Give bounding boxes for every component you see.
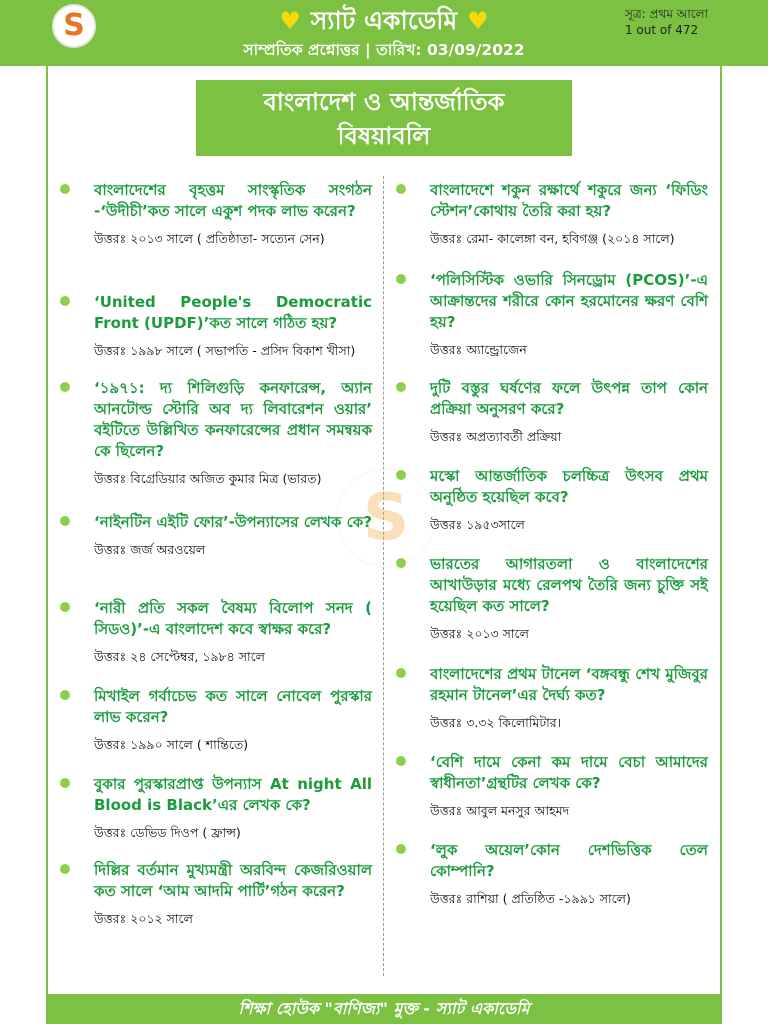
question-text: বুকার পুরস্কারপ্রাপ্ত উপন্যাস At night All Blood is Black’এর লেখক কে? bbox=[94, 775, 372, 814]
bullet-icon bbox=[60, 602, 70, 612]
answer-text: উত্তরঃ ২৪ সেপ্টেম্বর, ১৯৮৪ সালে bbox=[94, 649, 265, 664]
section-title-line1: বাংলাদেশ ও আন্তর্জাতিক bbox=[263, 88, 505, 116]
answer-text: উত্তরঃ জর্জ অরওয়েল bbox=[94, 542, 206, 557]
answer-text: উত্তরঃ আবুল মনসুর আহমদ bbox=[430, 803, 570, 818]
question-text: ‘পলিসিস্টিক ওভারি সিনড্রোম (PCOS)’-এ আক্রান্তদের শরীরে কোন হরমোনের ক্ষরণ বেশি হয়? bbox=[430, 271, 708, 331]
qa-item bbox=[396, 752, 708, 819]
qa-item bbox=[60, 378, 372, 487]
question-text: ‘নাইনটিন এইটি ফোর’-উপন্যাসের লেখক কে? bbox=[94, 513, 372, 531]
source-info bbox=[625, 6, 708, 38]
question-text: বাংলাদেশে শকুন রক্ষার্থে শকুরে জন্য ‘ফিডিং স্টেশন’কোথায় তৈরি করা হয়? bbox=[430, 181, 708, 220]
column-divider bbox=[383, 176, 384, 976]
question-text: মিখাইল গর্বাচেভ কত সালে নোবেল পুরস্কার লাভ করেন? bbox=[94, 687, 372, 726]
question-text: দুটি বস্তুর ঘর্ষণের ফলে উৎপন্ন তাপ কোন প্রক্রিয়া অনুসরণ করে? bbox=[430, 379, 708, 418]
header-bar bbox=[0, 0, 768, 66]
question-text: ‘১৯৭১: দ্য শিলিগুড়ি কনফারেন্স, অ্যান আনটোল্ড স্টোরি অব দ্য লিবারেশন ওয়ার’ বইটিতে উল্লিখিত কনফারেন্সের প্রধান সমন্বয়ক কে ছিলেন? bbox=[94, 379, 372, 460]
question-text: দিল্লির বর্তমান মুখ্যমন্ত্রী অরবিন্দ কেজরিওয়াল কত সালে ‘আম আদমি পার্টি’গঠন করেন? bbox=[94, 861, 372, 900]
section-title-line2: বিষয়াবলি bbox=[337, 122, 431, 150]
page-title: স্যাট একাডেমি bbox=[310, 6, 458, 35]
bullet-icon bbox=[396, 756, 406, 766]
bullet-icon bbox=[396, 668, 406, 678]
qa-item bbox=[60, 512, 372, 558]
question-text: ভারতের আগারতলা ও বাংলাদেশের আখাউড়ার মধ্যে রেলপথ তৈরি জন্য চুক্তি সই হয়েছিল কত সালে? bbox=[430, 555, 708, 615]
logo-letter: S bbox=[63, 8, 85, 43]
question-text: ‘লুক অয়েল’কোন দেশভিত্তিক তেল কোম্পানি? bbox=[430, 841, 708, 880]
qa-item bbox=[60, 860, 372, 927]
answer-text: উত্তরঃ ২০১৩ সালে bbox=[430, 626, 529, 641]
question-text: বাংলাদেশের প্রথম টানেল ‘বঙ্গবন্ধু শেখ মুজিবুর রহমান টানেল’এর দৈর্ঘ্য কত? bbox=[430, 665, 708, 704]
bullet-icon bbox=[60, 382, 70, 392]
answer-text: উত্তরঃ ২০১২ সালে bbox=[94, 911, 193, 926]
qa-item bbox=[396, 180, 708, 247]
bullet-icon bbox=[60, 516, 70, 526]
footer-text: শিক্ষা হোউক "বাণিজ্য" মুক্ত - স্যাট একাডেমি bbox=[238, 999, 530, 1018]
question-text: বাংলাদেশের বৃহত্তম সাংস্কৃতিক সংগঠন -‘উদীচী’কত সালে একুশ পদক লাভ করেন? bbox=[94, 181, 372, 220]
qa-item bbox=[396, 270, 708, 358]
qa-item bbox=[396, 378, 708, 445]
source-label: সূত্র: প্রথম আলো bbox=[624, 7, 708, 21]
bullet-icon bbox=[60, 864, 70, 874]
bullet-icon bbox=[396, 382, 406, 392]
answer-text: উত্তরঃ ১৯৯০ সালে ( শান্তিতে) bbox=[94, 737, 249, 752]
bullet-icon bbox=[60, 296, 70, 306]
bullet-icon bbox=[396, 184, 406, 194]
footer-bar bbox=[46, 994, 722, 1024]
qa-item bbox=[60, 180, 372, 247]
answer-text: উত্তরঃ ১৯৯৮ সালে ( সভাপতি - প্রসিদ বিকাশ খীসা) bbox=[94, 343, 356, 358]
qa-item bbox=[60, 686, 372, 753]
qa-item bbox=[60, 292, 372, 359]
answer-text: উত্তরঃ রাশিয়া ( প্রতিষ্ঠিত -১৯৯১ সালে) bbox=[430, 891, 631, 906]
bullet-icon bbox=[396, 470, 406, 480]
bullet-icon bbox=[60, 778, 70, 788]
question-text: ‘নারী প্রতি সকল বৈষম্য বিলোপ সনদ ( সিডও)’-এ বাংলাদেশ কবে স্বাক্ষর করে? bbox=[94, 599, 372, 638]
frame-left-border bbox=[46, 66, 48, 994]
answer-text: উত্তরঃ অ্যান্ড্রোজেন bbox=[430, 342, 527, 357]
answer-text: উত্তরঃ ২০১৩ সালে ( প্রতিষ্ঠাতা- সত্যেন সেন) bbox=[94, 231, 325, 246]
qa-item bbox=[396, 664, 708, 731]
frame-right-border bbox=[720, 66, 722, 994]
bullet-icon bbox=[396, 844, 406, 854]
question-text: ‘বেশি দামে কেনা কম দামে বেচা আমাদের স্বাধীনতা’গ্রন্থটির লেখক কে? bbox=[430, 753, 708, 792]
qa-item bbox=[396, 466, 708, 533]
qa-item bbox=[396, 840, 708, 907]
answer-text: উত্তরঃ বিগ্রেডিয়ার অজিত কুমার মিত্র (ভারত) bbox=[94, 471, 322, 486]
answer-text: উত্তরঃ ৩.৩২ কিলোমিটার। bbox=[430, 715, 562, 730]
bullet-icon bbox=[396, 558, 406, 568]
heart-icon: ♥ bbox=[467, 7, 489, 35]
section-banner bbox=[196, 80, 572, 156]
qa-item bbox=[396, 554, 708, 642]
qa-item bbox=[60, 598, 372, 665]
answer-text: উত্তরঃ অপ্রত্যাবর্তী প্রক্রিয়া bbox=[430, 429, 562, 444]
answer-text: উত্তরঃ ১৯৫৩সালে bbox=[430, 517, 525, 532]
page-counter: 1 out of 472 bbox=[624, 23, 699, 37]
question-text: ‘United People's Democratic Front (UPDF)’কত সালে গঠিত হয়? bbox=[94, 293, 372, 332]
bullet-icon bbox=[60, 184, 70, 194]
qa-item bbox=[60, 774, 372, 841]
bullet-icon bbox=[396, 274, 406, 284]
answer-text: উত্তরঃ রেমা- কালেঙ্গা বন, হবিগঞ্জ (২০১৪ সালে) bbox=[430, 231, 675, 246]
watermark-letter: S bbox=[362, 481, 410, 555]
answer-text: উত্তরঃ ডেভিড দিওপ ( ফ্রান্স) bbox=[94, 825, 241, 840]
bullet-icon bbox=[60, 690, 70, 700]
page-subtitle: সাম্প্রতিক প্রশ্নোত্তর | তারিখ: 03/09/2022 bbox=[243, 41, 525, 59]
question-text: মস্কো আন্তর্জাতিক চলচ্চিত্র উৎসব প্রথম অনুষ্ঠিত হয়েছিল কবে? bbox=[430, 467, 708, 506]
heart-icon: ♥ bbox=[279, 7, 301, 35]
